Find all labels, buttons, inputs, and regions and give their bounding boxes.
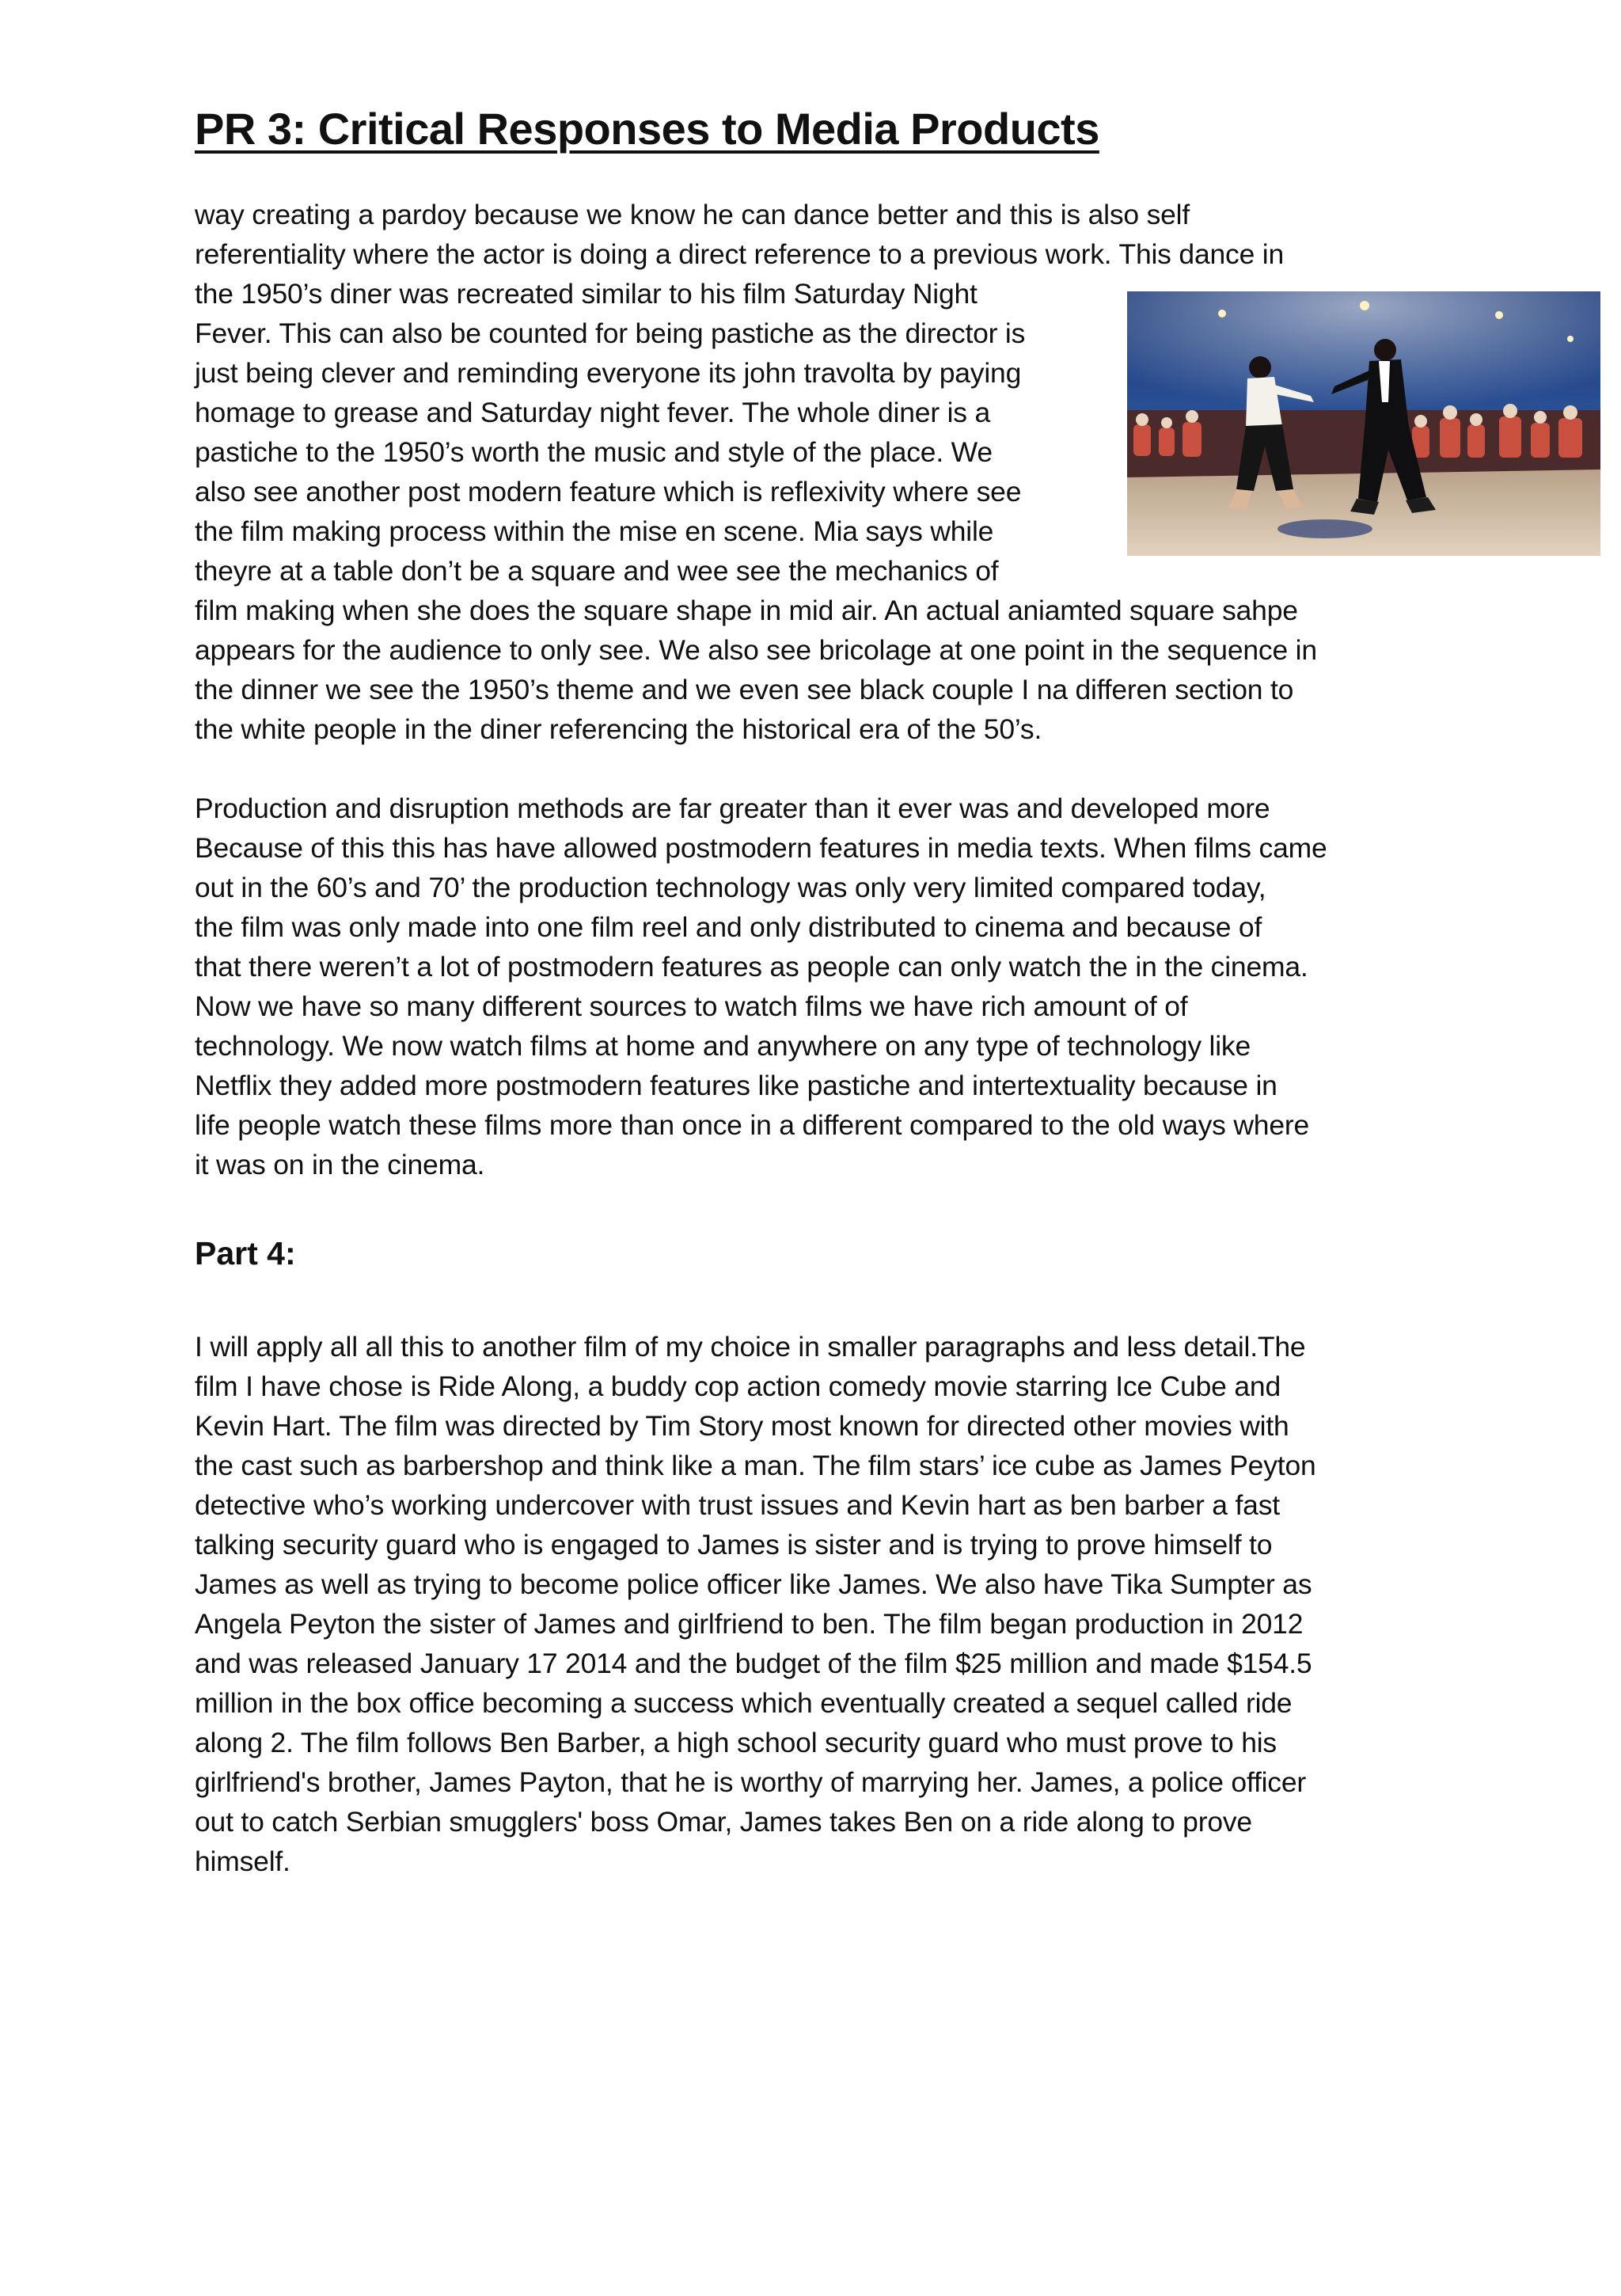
text-line: Kevin Hart. The film was directed by Tim Story most known for directed other movies with [195,1410,1289,1442]
text-line: talking security guard who is engaged to James is sister and is trying to prove himself to [195,1529,1273,1560]
text-line: the dinner we see the 1950’s theme and we even see black couple I na differen section to [195,674,1294,705]
text-line: the film making process within the mise en scene. Mia says while [195,515,994,547]
text-line: Fever. This can also be counted for being pastiche as the director is [195,317,1026,349]
text-line: out to catch Serbian smugglers' boss Omar, James takes Ben on a ride along to prove [195,1806,1252,1838]
text-line: technology. We now watch films at home and anywhere on any type of technology like [195,1030,1251,1062]
text-line: referentiality where the actor is doing a direct reference to a previous work. This dance in [195,238,1285,270]
text-line: the cast such as barbershop and think like a man. The film stars’ ice cube as James Peyton [195,1450,1316,1481]
dance-scene-photo-icon [1127,291,1600,556]
text-line: Production and disruption methods are far greater than it ever was and developed more [195,793,1270,824]
text-line: the white people in the diner referencing the historical era of the 50’s. [195,713,1042,745]
text-line: the film was only made into one film reel and only distributed to cinema and because of [195,911,1262,943]
text-line: detective who’s working undercover with trust issues and Kevin hart as ben barber a fast [195,1489,1280,1521]
text-line: appears for the audience to only see. We also see bricolage at one point in the sequence in [195,634,1317,666]
text-line: along 2. The film follows Ben Barber, a high school security guard who must prove to his [195,1727,1277,1758]
text-line: Because of this this has have allowed postmodern features in media texts. When films came [195,832,1327,864]
text-line: the 1950’s diner was recreated similar to his film Saturday Night [195,278,978,310]
text-line: that there weren’t a lot of postmodern features as people can only watch the in the cinema. [195,951,1308,983]
text-line: himself. [195,1846,290,1877]
text-line: way creating a pardoy because we know he can dance better and this is also self [195,199,1190,230]
text-line: James as well as trying to become police officer like James. We also have Tika Sumpter as [195,1568,1312,1600]
text-line: Now we have so many different sources to watch films we have rich amount of of [195,990,1188,1022]
text-line: it was on in the cinema. [195,1149,485,1180]
page-title: PR 3: Critical Responses to Media Products [195,104,1099,154]
text-line: Angela Peyton the sister of James and girlfriend to ben. The film began production in 2012 [195,1608,1304,1640]
section-heading-part-4: Part 4: [195,1235,296,1272]
text-line: Netflix they added more postmodern features like pastiche and intertextuality because in [195,1070,1277,1101]
text-line: girlfriend's brother, James Payton, that he is worthy of marrying her. James, a police officer [195,1766,1307,1798]
text-line: film making when she does the square shape in mid air. An actual aniamted square sahpe [195,595,1298,626]
text-line: homage to grease and Saturday night fever. The whole diner is a [195,397,991,428]
text-line: I will apply all all this to another film of my choice in smaller paragraphs and less detail.The [195,1331,1306,1363]
text-line: and was released January 17 2014 and the budget of the film $25 million and made $154.5 [195,1648,1312,1679]
text-line: million in the box office becoming a success which eventually created a sequel called ride [195,1687,1293,1719]
text-line: out in the 60’s and 70’ the production technology was only very limited compared today, [195,872,1266,903]
text-line: also see another post modern feature which is reflexivity where see [195,476,1022,507]
text-line: life people watch these films more than once in a different compared to the old ways where [195,1109,1310,1141]
dance-scene-photo [1127,291,1600,556]
text-line: just being clever and reminding everyone its john travolta by paying [195,357,1022,389]
text-line: film I have chose is Ride Along, a buddy cop action comedy movie starring Ice Cube and [195,1370,1281,1402]
text-line: pastiche to the 1950’s worth the music and style of the place. We [195,436,993,468]
text-line: theyre at a table don’t be a square and wee see the mechanics of [195,555,999,587]
